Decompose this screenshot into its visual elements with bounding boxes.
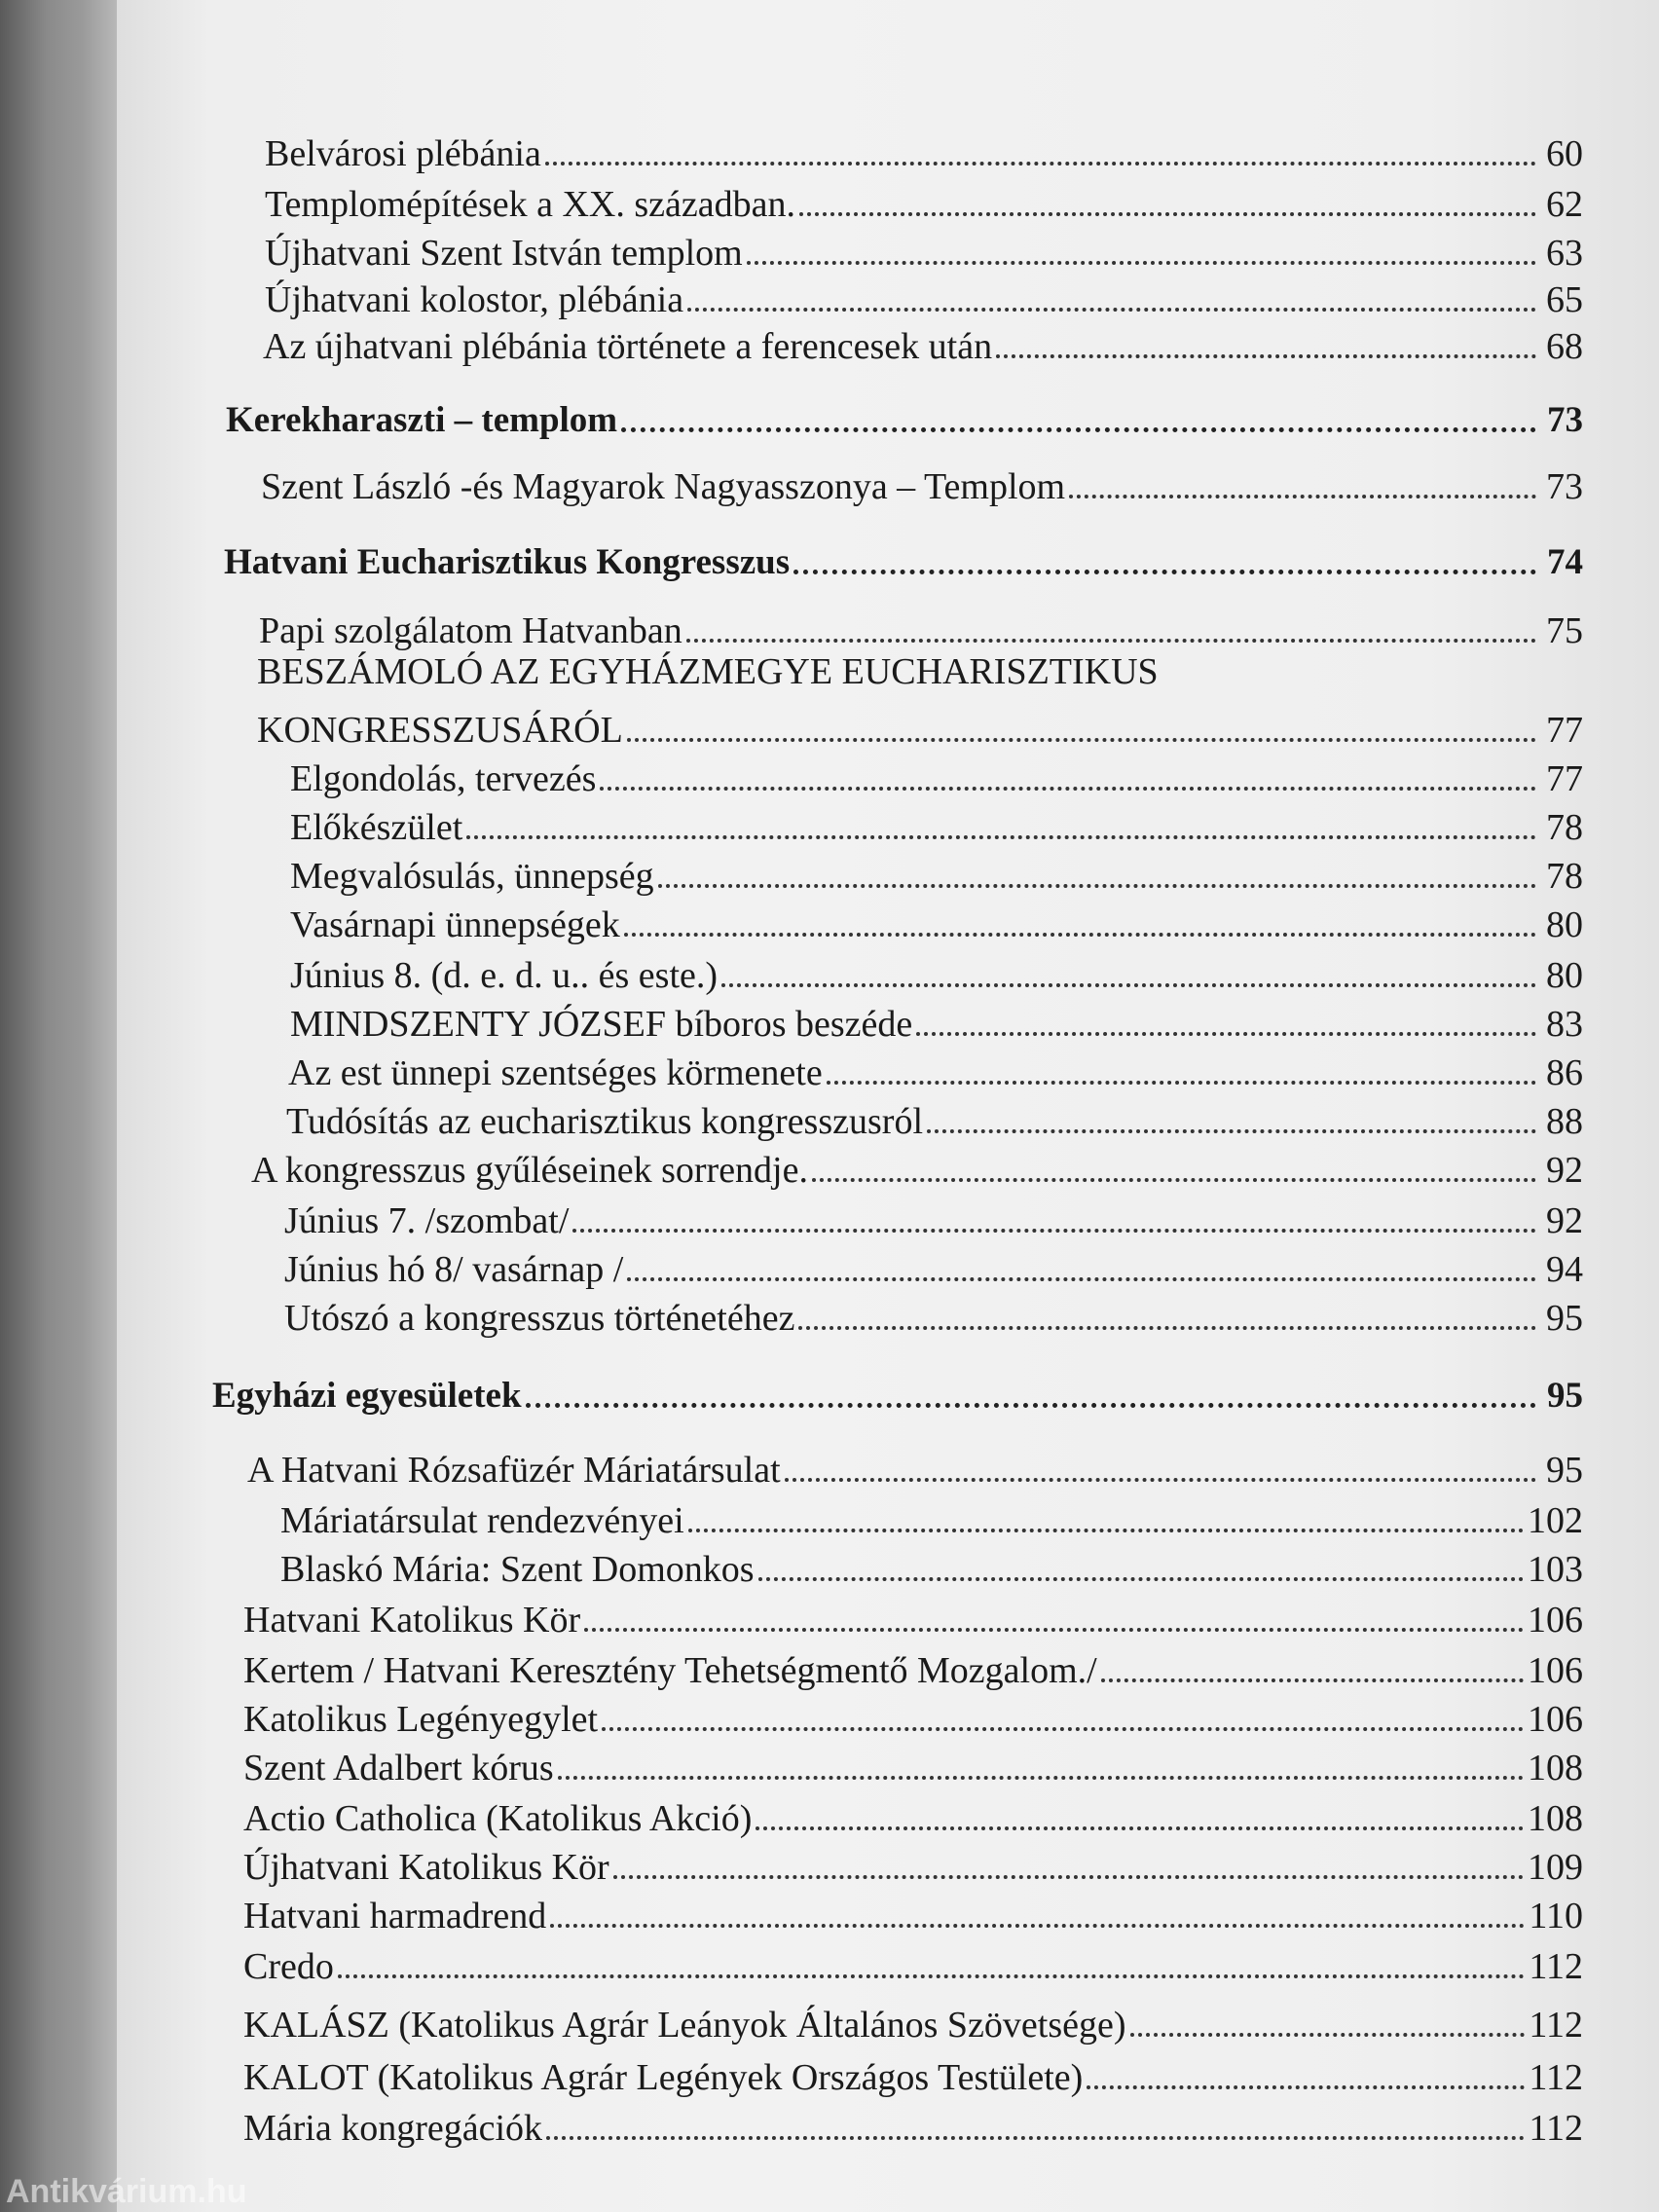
toc-entry-title: A Hatvani Rózsafüzér Máriatársulat	[247, 1450, 781, 1491]
toc-section-heading	[212, 1375, 1583, 1418]
toc-entry-page: 63	[1546, 233, 1583, 274]
toc-entry-title: Újhatvani kolostor, plébánia	[265, 279, 684, 320]
toc-section-heading	[226, 399, 1583, 442]
book-page	[117, 0, 1659, 2212]
dot-leader	[747, 261, 1536, 265]
toc-entry-page: 92	[1546, 1150, 1583, 1191]
dot-leader	[550, 1924, 1525, 1928]
toc-entry	[243, 1945, 1583, 1988]
dot-leader	[758, 1577, 1524, 1581]
dot-leader	[621, 427, 1536, 432]
toc-entry-page: 60	[1546, 133, 1583, 174]
toc-entry-title: KALOT (Katolikus Agrár Legények Országos Testülete)	[243, 2057, 1084, 2098]
dot-leader	[584, 1628, 1524, 1632]
toc-entry-page: 95	[1546, 1450, 1583, 1491]
toc-entry-page: 112	[1529, 2005, 1583, 2046]
dot-leader	[827, 1081, 1536, 1085]
toc-entry	[243, 2107, 1583, 2150]
toc-entry	[290, 903, 1583, 946]
toc-entry-title: Újhatvani Szent István templom	[265, 233, 743, 274]
toc-entry-title: MINDSZENTY JÓZSEF bíboros beszéde	[290, 1004, 913, 1045]
dot-leader	[602, 1727, 1524, 1731]
toc-entry-title: Június hó 8/ vasárnap /	[284, 1249, 624, 1290]
toc-entry	[243, 1797, 1583, 1840]
toc-entry-page: 109	[1528, 1847, 1583, 1888]
toc-entry	[284, 1297, 1583, 1340]
toc-entry-title: Kertem / Hatvani Keresztény Tehetségmentő Mozgalom./	[243, 1650, 1097, 1691]
toc-entry-title: Actio Catholica (Katolikus Akció)	[243, 1798, 753, 1839]
toc-entry-page: 102	[1528, 1500, 1583, 1541]
dot-leader	[526, 1403, 1536, 1408]
toc-entry-page: 83	[1546, 1004, 1583, 1045]
toc-entry-title: A kongresszus gyűléseinek sorrendje.	[251, 1150, 808, 1191]
toc-entry-page: 86	[1546, 1052, 1583, 1093]
dot-leader	[798, 1326, 1536, 1330]
toc-entry	[288, 1051, 1583, 1094]
toc-entry-title: Június 8. (d. e. d. u.. és este.)	[290, 955, 719, 996]
toc-entry-page: 74	[1547, 542, 1583, 582]
toc-entry-page: 106	[1528, 1650, 1583, 1691]
dot-leader	[545, 162, 1536, 166]
toc-entry-page: 112	[1529, 2057, 1583, 2098]
dot-leader	[658, 884, 1536, 888]
toc-entry-title: Újhatvani Katolikus Kör	[243, 1847, 609, 1888]
toc-entry	[284, 1248, 1583, 1291]
toc-entry-title: Hatvani Katolikus Kör	[243, 1600, 581, 1641]
toc-entry-title: Hatvani harmadrend	[243, 1896, 547, 1936]
dot-leader	[927, 1129, 1536, 1133]
toc-entry	[290, 855, 1583, 898]
toc-entry-page: 80	[1546, 904, 1583, 945]
toc-entry	[257, 709, 1583, 752]
toc-entry	[243, 1846, 1583, 1889]
toc-entry	[251, 1149, 1583, 1192]
toc-entry-title: Belvárosi plébánia	[265, 133, 541, 174]
toc-entry	[265, 232, 1583, 275]
toc-entry-page: 75	[1546, 610, 1583, 651]
toc-entry-title: Tudósítás az eucharisztikus kongresszusról	[286, 1101, 923, 1142]
toc-entry-page: 78	[1546, 807, 1583, 848]
toc-entry	[263, 325, 1583, 368]
toc-entry	[280, 1548, 1583, 1591]
toc-entry-page: 106	[1528, 1600, 1583, 1641]
dot-leader	[756, 1826, 1524, 1830]
dot-leader	[785, 1478, 1536, 1482]
dot-leader	[687, 308, 1536, 312]
toc-entry-title: Blaskó Mária: Szent Domonkos	[280, 1549, 755, 1590]
toc-entry-title: Vasárnapi ünnepségek	[290, 904, 620, 945]
toc-entry-title: Utószó a kongresszus történetéhez	[284, 1298, 795, 1339]
dot-leader	[1101, 1678, 1524, 1682]
toc-entry-title: Szent László -és Magyarok Nagyasszonya – Templom	[261, 466, 1066, 507]
toc-entry	[265, 132, 1583, 175]
toc-entry	[290, 806, 1583, 849]
toc-entry-page: 95	[1546, 1298, 1583, 1339]
toc-entry-title: Elgondolás, tervezés	[290, 758, 597, 799]
watermark: Antikvárium.hu	[6, 2173, 247, 2210]
toc-entry-page: 77	[1546, 710, 1583, 751]
toc-entry-page: 112	[1529, 1946, 1583, 1987]
dot-leader	[793, 570, 1536, 574]
toc-entry	[259, 609, 1583, 652]
toc-entry	[261, 465, 1583, 508]
toc-entry-title: Az est ünnepi szentséges körmenete	[288, 1052, 823, 1093]
toc-entry	[243, 2056, 1583, 2099]
toc-entry-title: Papi szolgálatom Hatvanban	[259, 610, 682, 651]
toc-entry-title: Katolikus Legényegylet	[243, 1699, 599, 1740]
toc-entry	[284, 1199, 1583, 1242]
dot-leader	[996, 354, 1536, 358]
toc-entry	[247, 1449, 1583, 1492]
toc-entry-title: Előkészület	[290, 807, 463, 848]
toc-entry-page: 92	[1546, 1200, 1583, 1241]
toc-entry	[290, 1003, 1583, 1046]
toc-entry-title: Június 7. /szombat/	[284, 1200, 570, 1241]
toc-multiline-title: BESZÁMOLÓ AZ EGYHÁZMEGYE EUCHARISZTIKUS	[257, 651, 1159, 692]
dot-leader	[546, 2136, 1525, 2140]
dot-leader	[613, 1875, 1524, 1879]
dot-leader	[688, 1529, 1524, 1532]
toc-entry	[286, 1100, 1583, 1143]
dot-leader	[1130, 2033, 1526, 2037]
toc-entry-title: Mária kongregációk	[243, 2108, 543, 2149]
toc-entry-title: Kerekharaszti – templom	[226, 400, 618, 440]
dot-leader	[916, 1032, 1536, 1036]
toc-entry-title: Megvalósulás, ünnepség	[290, 856, 654, 897]
dot-leader	[1087, 2085, 1525, 2089]
toc-entry-title: Egyházi egyesületek	[212, 1376, 522, 1416]
table-of-contents	[117, 0, 1659, 2212]
toc-entry-page: 103	[1528, 1549, 1583, 1590]
toc-entry	[265, 183, 1583, 226]
toc-entry	[243, 1599, 1583, 1641]
toc-entry	[290, 954, 1583, 997]
toc-entry-page: 65	[1546, 279, 1583, 320]
dot-leader	[624, 933, 1536, 937]
toc-entry-page: 73	[1547, 400, 1583, 440]
toc-entry-page: 88	[1546, 1101, 1583, 1142]
dot-leader	[627, 1277, 1536, 1281]
toc-entry	[280, 1499, 1583, 1542]
toc-entry-page: 78	[1546, 856, 1583, 897]
toc-entry-page: 112	[1529, 2108, 1583, 2149]
toc-entry-title: Szent Adalbert kórus	[243, 1748, 554, 1788]
toc-entry-title: Az újhatvani plébánia története a ferencesek után	[263, 326, 993, 367]
toc-entry-page: 95	[1547, 1376, 1583, 1416]
toc-entry-page: 62	[1546, 184, 1583, 225]
dot-leader	[799, 212, 1536, 216]
toc-entry-page: 108	[1528, 1748, 1583, 1788]
dot-leader	[600, 787, 1536, 791]
toc-entry	[243, 1895, 1583, 1937]
toc-entry-page: 68	[1546, 326, 1583, 367]
toc-entry-page: 94	[1546, 1249, 1583, 1290]
toc-entry	[243, 2004, 1583, 2046]
toc-entry-title: Hatvani Eucharisztikus Kongresszus	[224, 542, 791, 582]
toc-entry-page: 77	[1546, 758, 1583, 799]
book-spine-shadow	[0, 0, 117, 2212]
toc-entry-title: KALÁSZ (Katolikus Agrár Leányok Általános Szövetsége)	[243, 2005, 1126, 2046]
toc-entry-page: 108	[1528, 1798, 1583, 1839]
toc-entry-title: KONGRESSZUSÁRÓL	[257, 710, 623, 751]
dot-leader	[338, 1974, 1526, 1978]
dot-leader	[572, 1229, 1536, 1233]
toc-entry-page: 80	[1546, 955, 1583, 996]
dot-leader	[686, 639, 1536, 643]
dot-leader	[812, 1178, 1536, 1182]
dot-leader	[1069, 495, 1536, 498]
dot-leader	[721, 983, 1536, 987]
toc-entry-page: 110	[1529, 1896, 1583, 1936]
toc-entry-page: 106	[1528, 1699, 1583, 1740]
toc-entry	[243, 1698, 1583, 1741]
toc-entry	[290, 757, 1583, 800]
toc-entry	[243, 1747, 1583, 1789]
toc-entry	[243, 1649, 1583, 1692]
dot-leader	[466, 835, 1536, 839]
toc-section-heading	[224, 541, 1583, 584]
toc-entry-title: Credo	[243, 1946, 334, 1987]
dot-leader	[558, 1776, 1524, 1780]
toc-entry	[265, 278, 1583, 321]
toc-entry-title: Máriatársulat rendezvényei	[280, 1500, 684, 1541]
toc-entry-title: Templomépítések a XX. században.	[265, 184, 795, 225]
toc-entry-page: 73	[1546, 466, 1583, 507]
dot-leader	[627, 738, 1536, 742]
